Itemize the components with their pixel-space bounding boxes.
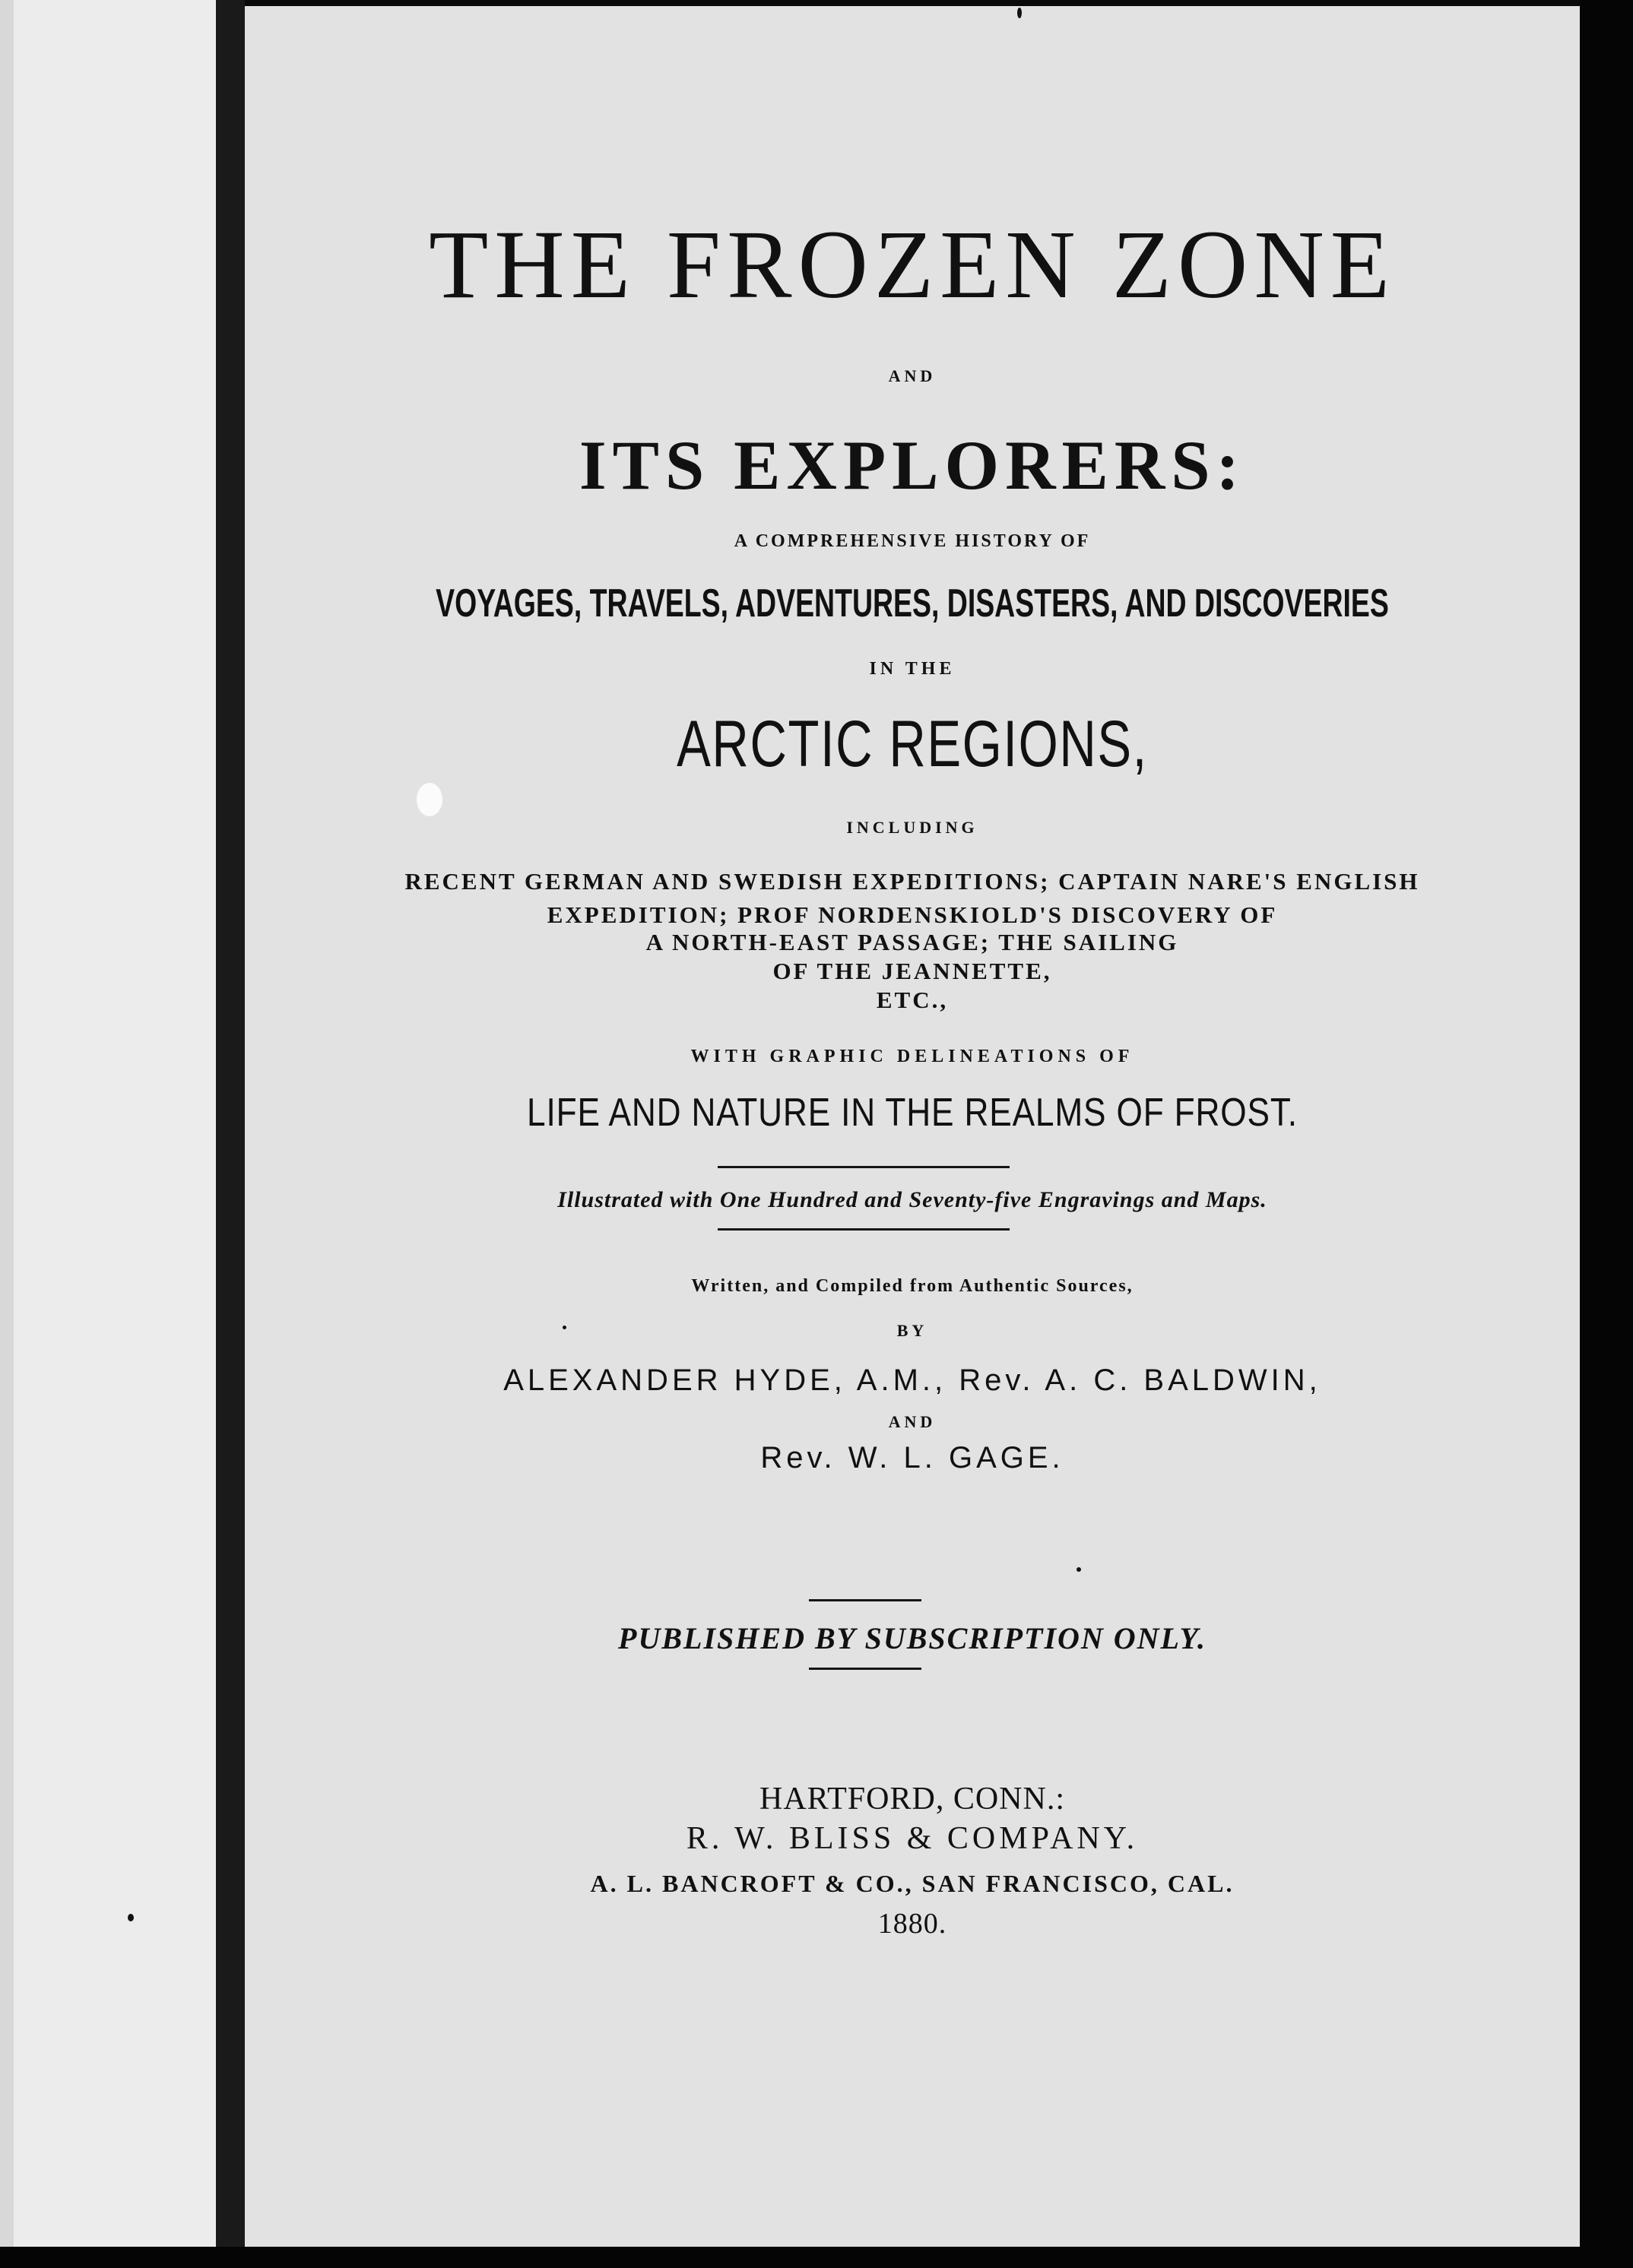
by-line: BY xyxy=(896,1321,928,1340)
conjunction-and: AND xyxy=(888,366,937,385)
year-line: 1880. xyxy=(877,1908,947,1940)
paper-speck xyxy=(1017,8,1022,18)
rule-upper xyxy=(718,1166,1010,1168)
including-line: INCLUDING xyxy=(846,818,978,837)
scan-border-bottom xyxy=(0,2247,1633,2268)
scan-border-right xyxy=(1580,0,1633,2268)
left-page-edge xyxy=(0,0,14,2268)
expeditions-line-3: A NORTH-EAST PASSAGE; THE SAILING xyxy=(645,929,1179,955)
illustrated-line: Illustrated with One Hundred and Seventy-five Engravings and Maps. xyxy=(557,1187,1267,1212)
graphic-delineations-line: WITH GRAPHIC DELINEATIONS OF xyxy=(690,1047,1134,1066)
expeditions-line-4: OF THE JEANNETTE, xyxy=(772,958,1052,984)
publisher-line: R. W. BLISS & COMPANY. xyxy=(686,1821,1139,1856)
book-subtitle: ITS EXPLORERS: xyxy=(579,426,1246,504)
expeditions-line-2: EXPEDITION; PROF NORDENSKIOLD'S DISCOVERY OF xyxy=(547,901,1278,928)
co-publisher-line: A. L. BANCROFT & CO., SAN FRANCISCO, CAL. xyxy=(590,1870,1235,1897)
in-the-line: IN THE xyxy=(869,659,956,679)
place-line: HARTFORD, CONN.: xyxy=(759,1782,1066,1817)
paper-speck xyxy=(128,1914,134,1921)
third-author-line: Rev. W. L. GAGE. xyxy=(760,1441,1064,1475)
comprehensive-history-line: A COMPREHENSIVE HISTORY OF xyxy=(734,531,1091,551)
left-page xyxy=(0,0,216,2268)
written-compiled-line: Written, and Compiled from Authentic Sources, xyxy=(691,1276,1134,1296)
authors-line: ALEXANDER HYDE, A.M., Rev. A. C. BALDWIN, xyxy=(503,1364,1321,1397)
book-gutter xyxy=(216,0,245,2268)
rule-subscription-top xyxy=(809,1599,921,1601)
life-and-nature-line: LIFE AND NATURE IN THE REALMS OF FROST. xyxy=(527,1091,1298,1135)
expeditions-line-5: ETC., xyxy=(876,987,949,1013)
rule-subscription-bottom xyxy=(809,1668,921,1670)
topics-line: VOYAGES, TRAVELS, ADVENTURES, DISASTERS, AND DISCOVERIES xyxy=(436,581,1389,626)
paper-speck xyxy=(1077,1567,1081,1572)
rule-lower xyxy=(718,1228,1010,1231)
expeditions-line-1: RECENT GERMAN AND SWEDISH EXPEDITIONS; CAPTAIN NARE'S ENGLISH xyxy=(404,868,1420,895)
book-title: THE FROZEN ZONE xyxy=(429,211,1396,318)
region-title: ARCTIC REGIONS, xyxy=(677,708,1148,781)
authors-and: AND xyxy=(888,1412,937,1431)
paper-smudge xyxy=(417,783,442,816)
subscription-line: PUBLISHED BY SUBSCRIPTION ONLY. xyxy=(618,1621,1207,1655)
